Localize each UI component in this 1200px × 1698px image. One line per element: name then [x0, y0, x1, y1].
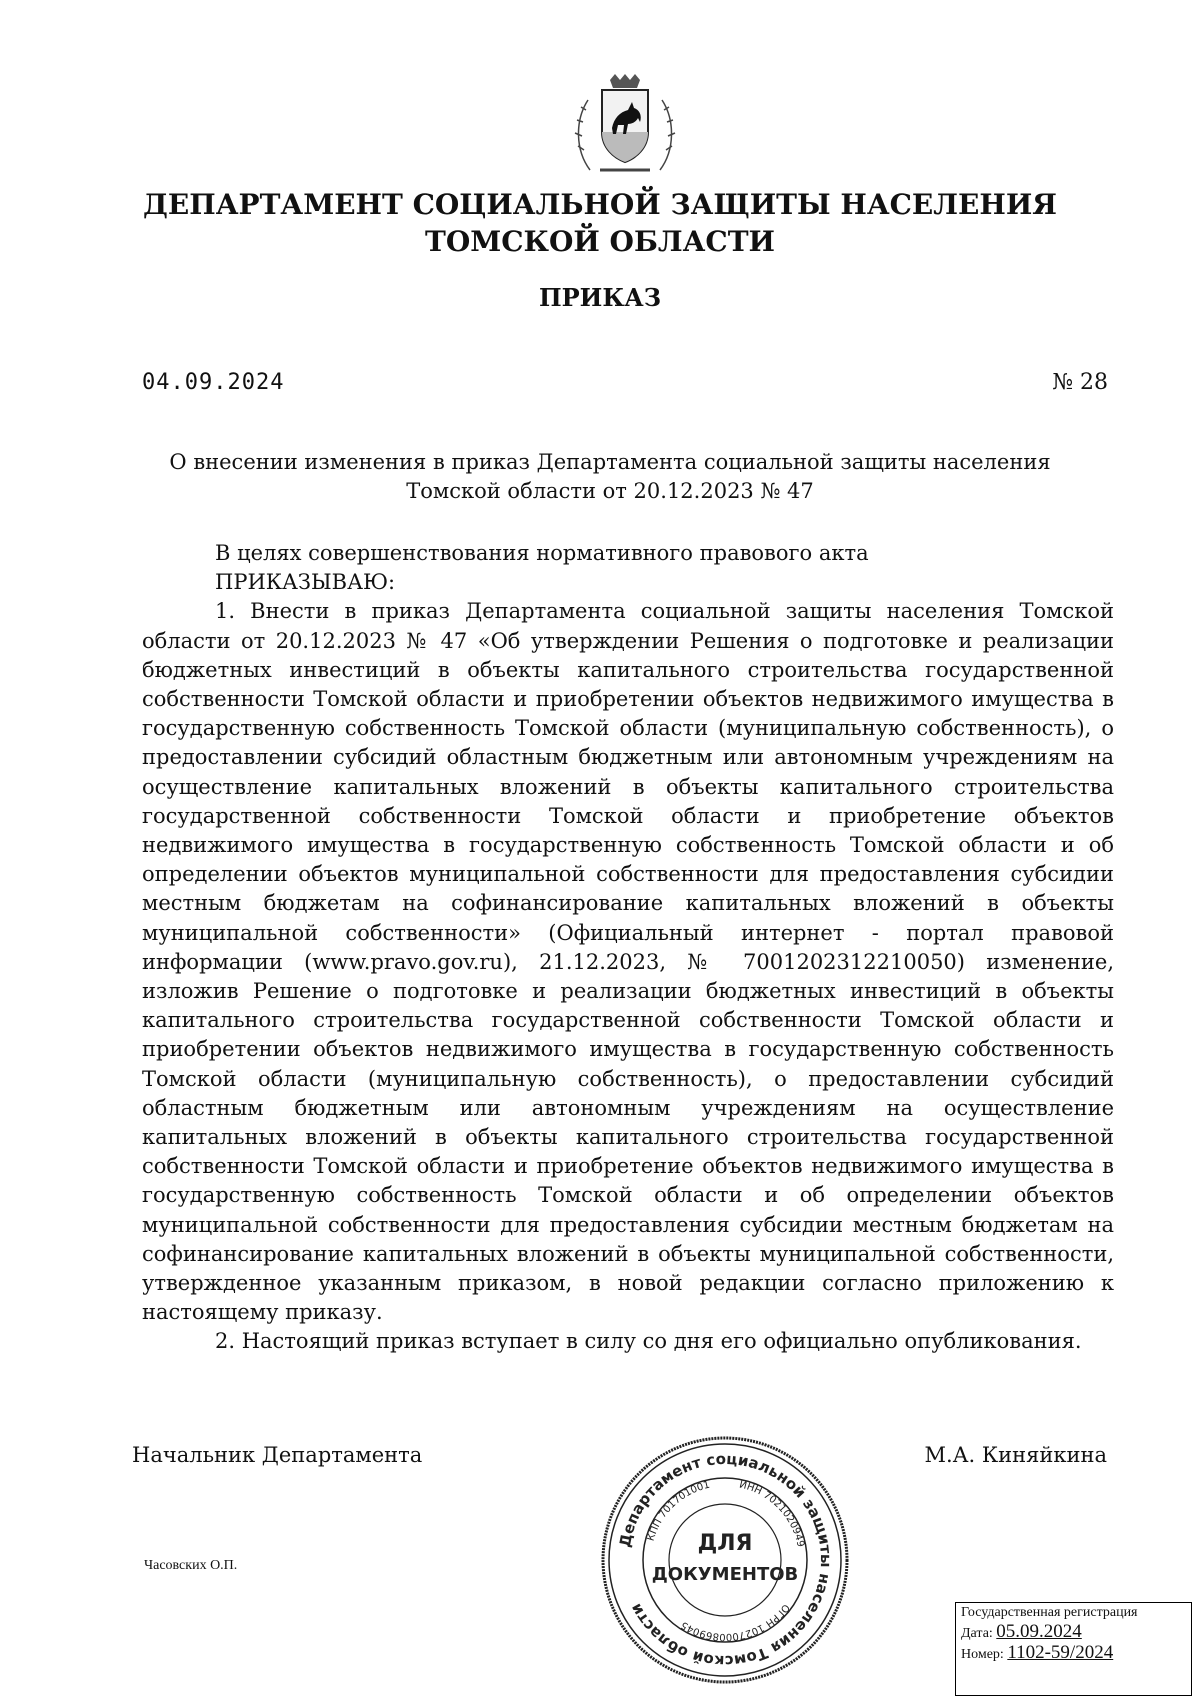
org-line-2: ТОМСКОЙ ОБЛАСТИ — [424, 225, 776, 258]
registration-number-row — [956, 1643, 1191, 1664]
seal-ring-text: Департамент социальной защиты населения Томской области — [615, 1449, 836, 1671]
order-subject — [150, 448, 1070, 506]
organization-name — [0, 186, 1200, 260]
registration-date-value: 05.09.2024 — [996, 1621, 1082, 1642]
order-number: № 28 — [1052, 370, 1108, 395]
order-item-2: 2. Настоящий приказ вступает в силу со дня его официально опубликования. — [215, 1329, 1082, 1354]
official-seal — [585, 1430, 865, 1690]
document-type: ПРИКАЗ — [538, 283, 662, 312]
seal-kpp: КПП 701701001 — [645, 1479, 712, 1543]
executor-name: Часовских О.П. — [144, 1558, 238, 1573]
seal-ogrn: ОГРН 1027000869045 — [679, 1601, 792, 1643]
subject-line-1: О внесении изменения в приказ Департамента социальной защиты населения — [169, 450, 1051, 474]
seal-center-line-2: ДОКУМЕНТОВ — [651, 1564, 799, 1585]
order-body — [142, 539, 1114, 1357]
order-date: 04.09.2024 — [142, 370, 285, 395]
seal-inn: ИНН 7021020949 — [738, 1479, 806, 1549]
subject-line-2: Томской области от 20.12.2023 № 47 — [406, 479, 814, 503]
registration-number-value: 1102-59/2024 — [1007, 1642, 1114, 1663]
coat-of-arms-icon — [570, 70, 680, 180]
seal-center-line-1: ДЛЯ — [697, 1531, 753, 1556]
registration-date-label: Дата: — [961, 1626, 993, 1641]
registration-number-label: Номер: — [961, 1647, 1004, 1662]
signatory-position: Начальник Департамента — [132, 1443, 423, 1467]
state-registration-box — [955, 1602, 1192, 1696]
registration-date-row — [956, 1622, 1191, 1643]
order-item-1: 1. Внести в приказ Департамента социальной защиты населения Томской области от 20.12.2023 № 47 «Об утверждении Решения о подготовке и реализации бюджетных инвестиций в объекты капитального строительства государственной собственности Томской области и приобретении объектов недвижимого имущества в государственную собственность Томской области (муниципальную собственность), о предоставлении субсидий областным бюджетным или автономным учреждениям на осуществление капитальных вложений в объекты капитального строительства государственной собственности Томской области и приобретение объектов недвижимого имущества в государственную собственность Томской области и об определении объектов муниципальной собственности для предоставления субсидии местным бюджетам на софинансирование капитальных вложений в объекты муниципальной собственности» (Официальный интернет - портал правовой информации (www.pravo.gov.ru), 21.12.2023, № 7001202312210050) изменение, изложив Решение о подготовке и реализации бюджетных инвестиций в объекты капитального строительства государственной собственности Томской области и приобретении объектов недвижимого имущества в государственную собственность Томской области (муниципальную собственность), о предоставлении субсидий областным бюджетным или автономным учреждениям на осуществление капитальных вложений в объекты капитального строительства государственной собственности Томской области и приобретение объектов недвижимого имущества в государственную собственность Томской области и об определении объектов муниципальной собственности для предоставления субсидии местным бюджетам на софинансирование капитальных вложений в объекты муниципальной собственности, утвержденное указанным приказом, в новой редакции согласно приложению к настоящему приказу. — [142, 599, 1114, 1325]
preamble: В целях совершенствования нормативного правового акта — [215, 541, 869, 565]
org-line-1: ДЕПАРТАМЕНТ СОЦИАЛЬНОЙ ЗАЩИТЫ НАСЕЛЕНИЯ — [143, 188, 1057, 221]
order-word: ПРИКАЗЫВАЮ: — [215, 570, 396, 595]
registration-title: Государственная регистрация — [961, 1605, 1138, 1620]
signatory-name: М.А. Киняйкина — [924, 1443, 1107, 1467]
